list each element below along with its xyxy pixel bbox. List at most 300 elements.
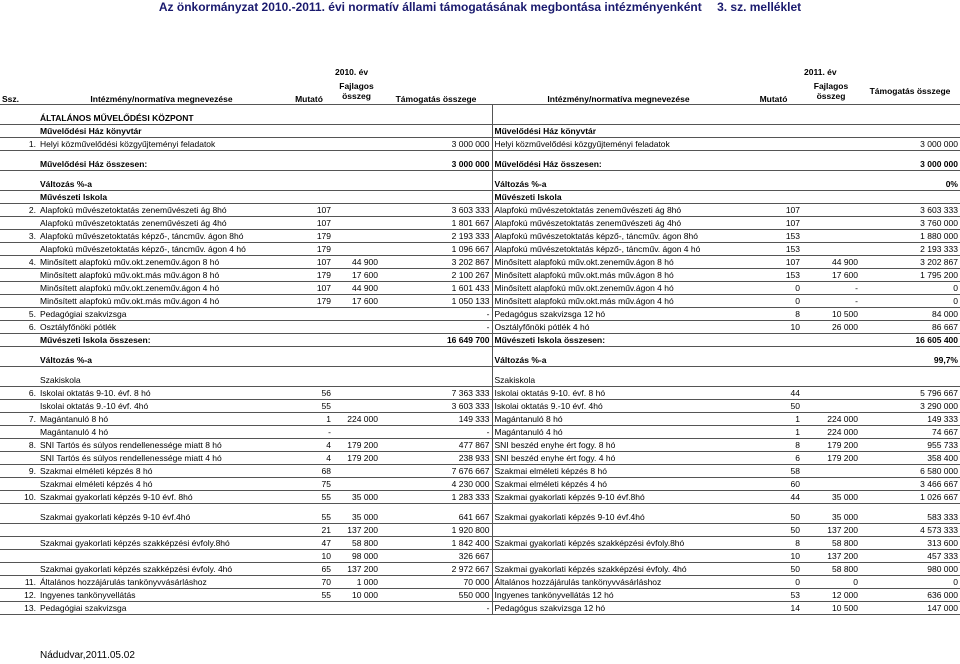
ssz-cell xyxy=(0,151,38,159)
fajlagos1-cell xyxy=(333,243,380,256)
mutato1-cell: 107 xyxy=(285,282,333,295)
col-tamogatas1: Támogatás összege xyxy=(380,78,492,105)
tamogatas1-cell: 2 972 667 xyxy=(380,563,492,576)
mutato2-cell xyxy=(745,171,802,179)
table-row xyxy=(0,374,960,387)
mutato1-cell: 179 xyxy=(285,269,333,282)
table-row xyxy=(0,178,960,191)
mutato1-cell: 179 xyxy=(285,295,333,308)
mutato1-cell xyxy=(285,347,333,355)
col-fajlagos1: Fajlagos összeg xyxy=(333,78,380,105)
tamogatas2-cell: 3 000 000 xyxy=(860,158,960,171)
mutato2-cell: 50 xyxy=(745,524,802,537)
tamogatas1-cell xyxy=(380,171,492,179)
tamogatas2-cell xyxy=(860,171,960,179)
fajlagos2-cell: 137 200 xyxy=(802,524,860,537)
table-row xyxy=(0,230,960,243)
mutato2-cell: 50 xyxy=(745,563,802,576)
fajlagos2-cell: 17 600 xyxy=(802,269,860,282)
table-row xyxy=(0,204,960,217)
name1-cell: Művészeti Iskola xyxy=(38,191,285,204)
ssz-cell: 13. xyxy=(0,602,38,615)
name2-cell: Alapfokú művészetoktatás zeneművészeti ág 8hó xyxy=(492,204,745,217)
ssz-cell: 5. xyxy=(0,308,38,321)
ssz-cell xyxy=(0,112,38,125)
tamogatas2-cell: 0 xyxy=(860,282,960,295)
tamogatas1-cell xyxy=(380,374,492,387)
tamogatas1-cell: 1 801 667 xyxy=(380,217,492,230)
tamogatas1-cell xyxy=(380,367,492,375)
mutato1-cell: 55 xyxy=(285,589,333,602)
tamogatas2-cell: 0% xyxy=(860,178,960,191)
mutato2-cell xyxy=(745,178,802,191)
fajlagos2-cell xyxy=(802,374,860,387)
name1-cell: Pedagógiai szakvizsga xyxy=(38,602,285,615)
ssz-cell xyxy=(0,269,38,282)
mutato1-cell xyxy=(285,138,333,151)
ssz-cell xyxy=(0,511,38,524)
tamogatas2-cell: 74 667 xyxy=(860,426,960,439)
fajlagos2-cell: - xyxy=(802,295,860,308)
fajlagos2-cell: 10 500 xyxy=(802,602,860,615)
ssz-cell: 3. xyxy=(0,230,38,243)
ssz-cell xyxy=(0,295,38,308)
name1-cell: Magántanuló 4 hó xyxy=(38,426,285,439)
fajlagos2-cell: 0 xyxy=(802,576,860,589)
tamogatas1-cell: 4 230 000 xyxy=(380,478,492,491)
ssz-cell: 8. xyxy=(0,439,38,452)
table-row xyxy=(0,511,960,524)
fajlagos1-cell xyxy=(333,125,380,138)
tamogatas1-cell: 238 933 xyxy=(380,452,492,465)
mutato1-cell: 10 xyxy=(285,550,333,563)
mutato2-cell xyxy=(745,158,802,171)
fajlagos2-cell: 35 000 xyxy=(802,511,860,524)
ssz-cell xyxy=(0,478,38,491)
table-row xyxy=(0,125,960,138)
table-row xyxy=(0,387,960,400)
fajlagos2-cell: 58 800 xyxy=(802,537,860,550)
tamogatas1-cell: - xyxy=(380,321,492,334)
table-row xyxy=(0,478,960,491)
name1-cell: Művelődési Ház összesen: xyxy=(38,158,285,171)
fajlagos1-cell xyxy=(333,151,380,159)
name2-cell xyxy=(492,504,745,512)
name2-cell: Szakmai gyakorlati képzés szakképzési évfoly.8hó xyxy=(492,537,745,550)
tamogatas2-cell: 3 760 000 xyxy=(860,217,960,230)
ssz-cell: 6. xyxy=(0,387,38,400)
tamogatas2-cell: 149 333 xyxy=(860,413,960,426)
name1-cell: Szakiskola xyxy=(38,374,285,387)
mutato1-cell: 47 xyxy=(285,537,333,550)
name1-cell: Minősített alapfokú műv.okt.más műv.ágon 4 hó xyxy=(38,295,285,308)
ssz-cell xyxy=(0,374,38,387)
mutato1-cell: 55 xyxy=(285,491,333,504)
fajlagos2-cell xyxy=(802,230,860,243)
fajlagos2-cell: 12 000 xyxy=(802,589,860,602)
tamogatas2-cell xyxy=(860,125,960,138)
ssz-cell xyxy=(0,452,38,465)
mutato1-cell: 107 xyxy=(285,217,333,230)
table-row xyxy=(0,426,960,439)
name1-cell: Magántanuló 8 hó xyxy=(38,413,285,426)
table-row xyxy=(0,439,960,452)
tamogatas2-cell: 86 667 xyxy=(860,321,960,334)
name1-cell: Alapfokú művészetoktatás képző-, táncműv. ágon 8hó xyxy=(38,230,285,243)
tamogatas2-cell xyxy=(860,112,960,125)
mutato1-cell: 4 xyxy=(285,439,333,452)
tamogatas1-cell: 3 603 333 xyxy=(380,204,492,217)
tamogatas2-cell xyxy=(860,347,960,355)
tamogatas2-cell xyxy=(860,374,960,387)
name1-cell xyxy=(38,105,285,113)
mutato2-cell: 58 xyxy=(745,465,802,478)
tamogatas1-cell: 2 193 333 xyxy=(380,230,492,243)
fajlagos2-cell xyxy=(802,191,860,204)
table-row xyxy=(0,400,960,413)
ssz-cell: 12. xyxy=(0,589,38,602)
ssz-cell: 1. xyxy=(0,138,38,151)
name2-cell: Minősített alapfokú műv.okt.más műv.ágon 8 hó xyxy=(492,269,745,282)
name2-cell: SNI beszéd enyhe ért fogy. 4 hó xyxy=(492,452,745,465)
mutato1-cell: 179 xyxy=(285,230,333,243)
col-fajlagos2: Fajlagos összeg xyxy=(802,78,860,105)
fajlagos2-cell xyxy=(802,478,860,491)
col-mutato1: Mutató xyxy=(285,78,333,105)
spacer-row xyxy=(0,105,960,113)
name2-cell: Szakmai elméleti képzés 4 hó xyxy=(492,478,745,491)
mutato1-cell xyxy=(285,151,333,159)
tamogatas1-cell: 1 050 133 xyxy=(380,295,492,308)
name1-cell: Szakmai elméleti képzés 4 hó xyxy=(38,478,285,491)
table-row xyxy=(0,491,960,504)
tamogatas2-cell: 99,7% xyxy=(860,354,960,367)
name2-cell xyxy=(492,347,745,355)
table-row xyxy=(0,589,960,602)
tamogatas2-cell: 583 333 xyxy=(860,511,960,524)
mutato2-cell: 10 xyxy=(745,550,802,563)
table-row xyxy=(0,452,960,465)
name2-cell: Alapfokú művészetoktatás zeneművészeti ág 4hó xyxy=(492,217,745,230)
name2-cell: Alapfokú művészetoktatás képző-, táncműv. ágon 4 hó xyxy=(492,243,745,256)
tamogatas1-cell xyxy=(380,105,492,113)
name1-cell: Ingyenes tankönyvellátás xyxy=(38,589,285,602)
table-row xyxy=(0,191,960,204)
col-name1: Intézmény/normatíva megnevezése xyxy=(38,78,285,105)
tamogatas1-cell: 326 667 xyxy=(380,550,492,563)
mutato2-cell: 1 xyxy=(745,413,802,426)
tamogatas2-cell xyxy=(860,191,960,204)
fajlagos1-cell xyxy=(333,308,380,321)
fajlagos1-cell xyxy=(333,158,380,171)
tamogatas1-cell: 3 202 867 xyxy=(380,256,492,269)
table-row xyxy=(0,269,960,282)
name2-cell: Szakmai gyakorlati képzés 9-10 évf.4hó xyxy=(492,511,745,524)
mutato1-cell xyxy=(285,354,333,367)
fajlagos1-cell xyxy=(333,112,380,125)
ssz-cell xyxy=(0,347,38,355)
tamogatas2-cell xyxy=(860,151,960,159)
fajlagos1-cell xyxy=(333,478,380,491)
mutato2-cell xyxy=(745,367,802,375)
tamogatas2-cell: 2 193 333 xyxy=(860,243,960,256)
mutato1-cell: - xyxy=(285,426,333,439)
table-row xyxy=(0,354,960,367)
name1-cell: Szakmai elméleti képzés 8 hó xyxy=(38,465,285,478)
name1-cell: Szakmai gyakorlati képzés 9-10 évf. 8hó xyxy=(38,491,285,504)
name2-cell: Szakiskola xyxy=(492,374,745,387)
name1-cell xyxy=(38,367,285,375)
ssz-cell xyxy=(0,550,38,563)
fajlagos2-cell xyxy=(802,367,860,375)
mutato2-cell xyxy=(745,151,802,159)
spacer-row xyxy=(0,151,960,159)
name2-cell: Pedagógus szakvizsga 12 hó xyxy=(492,602,745,615)
tamogatas2-cell: 1 026 667 xyxy=(860,491,960,504)
mutato1-cell xyxy=(285,171,333,179)
ssz-cell xyxy=(0,334,38,347)
name1-cell: Szakmai gyakorlati képzés 9-10 évf.4hó xyxy=(38,511,285,524)
year2-label: 2011. év xyxy=(804,67,837,77)
mutato2-cell: 53 xyxy=(745,589,802,602)
ssz-cell xyxy=(0,217,38,230)
mutato1-cell: 21 xyxy=(285,524,333,537)
table-row xyxy=(0,550,960,563)
tamogatas1-cell: 70 000 xyxy=(380,576,492,589)
tamogatas1-cell xyxy=(380,112,492,125)
fajlagos1-cell: 179 200 xyxy=(333,439,380,452)
table-row xyxy=(0,158,960,171)
fajlagos1-cell xyxy=(333,230,380,243)
fajlagos1-cell xyxy=(333,178,380,191)
table-row xyxy=(0,243,960,256)
mutato2-cell: 6 xyxy=(745,452,802,465)
page-title xyxy=(0,0,960,14)
name2-cell: Minősített alapfokú műv.okt.zeneműv.ágon 4 hó xyxy=(492,282,745,295)
mutato2-cell: 0 xyxy=(745,282,802,295)
table-row xyxy=(0,138,960,151)
mutato2-cell xyxy=(745,334,802,347)
year1-label: 2010. év xyxy=(335,67,369,77)
ssz-cell: 2. xyxy=(0,204,38,217)
mutato1-cell xyxy=(285,321,333,334)
fajlagos2-cell: 35 000 xyxy=(802,491,860,504)
tamogatas2-cell: 3 603 333 xyxy=(860,204,960,217)
subsidy-table xyxy=(0,67,960,615)
ssz-cell: 11. xyxy=(0,576,38,589)
tamogatas2-cell: 3 202 867 xyxy=(860,256,960,269)
mutato1-cell xyxy=(285,367,333,375)
mutato1-cell: 68 xyxy=(285,465,333,478)
mutato2-cell: 0 xyxy=(745,576,802,589)
mutato2-cell: 14 xyxy=(745,602,802,615)
mutato2-cell xyxy=(745,504,802,512)
ssz-cell: 10. xyxy=(0,491,38,504)
fajlagos1-cell: 137 200 xyxy=(333,524,380,537)
name1-cell: Művelődési Ház könyvtár xyxy=(38,125,285,138)
fajlagos1-cell: 98 000 xyxy=(333,550,380,563)
mutato1-cell xyxy=(285,334,333,347)
mutato1-cell: 56 xyxy=(285,387,333,400)
tamogatas1-cell: - xyxy=(380,308,492,321)
fajlagos1-cell: 17 600 xyxy=(333,295,380,308)
name1-cell xyxy=(38,504,285,512)
mutato2-cell xyxy=(745,191,802,204)
table-row xyxy=(0,413,960,426)
mutato1-cell xyxy=(285,105,333,113)
fajlagos2-cell xyxy=(802,204,860,217)
fajlagos2-cell xyxy=(802,138,860,151)
mutato2-cell: 8 xyxy=(745,537,802,550)
fajlagos1-cell: 17 600 xyxy=(333,269,380,282)
fajlagos1-cell xyxy=(333,602,380,615)
name2-cell: Osztályfőnöki pótlék 4 hó xyxy=(492,321,745,334)
tamogatas1-cell xyxy=(380,125,492,138)
fajlagos1-cell xyxy=(333,367,380,375)
ssz-cell xyxy=(0,400,38,413)
tamogatas2-cell: 636 000 xyxy=(860,589,960,602)
mutato2-cell: 50 xyxy=(745,511,802,524)
ssz-cell xyxy=(0,367,38,375)
ssz-cell xyxy=(0,354,38,367)
tamogatas1-cell: 1 283 333 xyxy=(380,491,492,504)
tamogatas1-cell: 149 333 xyxy=(380,413,492,426)
fajlagos2-cell: 137 200 xyxy=(802,550,860,563)
tamogatas2-cell: 358 400 xyxy=(860,452,960,465)
mutato1-cell: 107 xyxy=(285,256,333,269)
tamogatas1-cell: 3 000 000 xyxy=(380,158,492,171)
table-row xyxy=(0,576,960,589)
name1-cell: Változás %-a xyxy=(38,178,285,191)
fajlagos1-cell xyxy=(333,354,380,367)
ssz-cell xyxy=(0,537,38,550)
tamogatas1-cell: 1 601 433 xyxy=(380,282,492,295)
fajlagos2-cell xyxy=(802,158,860,171)
fajlagos2-cell xyxy=(802,243,860,256)
tamogatas1-cell: 641 667 xyxy=(380,511,492,524)
fajlagos1-cell xyxy=(333,105,380,113)
name2-cell: Művelődési Ház összesen: xyxy=(492,158,745,171)
mutato1-cell: 1 xyxy=(285,413,333,426)
name1-cell: Alapfokú művészetoktatás képző-, táncműv. ágon 4 hó xyxy=(38,243,285,256)
fajlagos2-cell xyxy=(802,178,860,191)
tamogatas2-cell: 313 600 xyxy=(860,537,960,550)
name1-cell: Pedagógiai szakvizsga xyxy=(38,308,285,321)
fajlagos2-cell xyxy=(802,354,860,367)
name2-cell: Magántanuló 4 hó xyxy=(492,426,745,439)
ssz-cell xyxy=(0,282,38,295)
ssz-cell xyxy=(0,524,38,537)
fajlagos1-cell: 44 900 xyxy=(333,282,380,295)
tamogatas1-cell: 3 603 333 xyxy=(380,400,492,413)
fajlagos2-cell xyxy=(802,504,860,512)
tamogatas2-cell: 457 333 xyxy=(860,550,960,563)
fajlagos1-cell: 58 800 xyxy=(333,537,380,550)
mutato1-cell xyxy=(285,308,333,321)
ssz-cell: 4. xyxy=(0,256,38,269)
name1-cell: Minősített alapfokú műv.okt.zeneműv.ágon 8 hó xyxy=(38,256,285,269)
fajlagos2-cell xyxy=(802,112,860,125)
fajlagos1-cell xyxy=(333,334,380,347)
fajlagos2-cell xyxy=(802,387,860,400)
name1-cell xyxy=(38,347,285,355)
mutato2-cell: 10 xyxy=(745,321,802,334)
sheet-number: 3. sz. melléklet xyxy=(717,0,802,14)
mutato2-cell xyxy=(745,125,802,138)
name1-cell: Iskolai oktatás 9-10. évf. 8 hó xyxy=(38,387,285,400)
name1-cell xyxy=(38,550,285,563)
tamogatas2-cell: 5 796 667 xyxy=(860,387,960,400)
tamogatas1-cell: 550 000 xyxy=(380,589,492,602)
fajlagos2-cell: 224 000 xyxy=(802,413,860,426)
name2-cell xyxy=(492,171,745,179)
year-header-row xyxy=(0,67,960,78)
tamogatas1-cell xyxy=(380,151,492,159)
ssz-cell xyxy=(0,105,38,113)
spacer-row xyxy=(0,367,960,375)
ssz-cell xyxy=(0,243,38,256)
mutato1-cell: 75 xyxy=(285,478,333,491)
mutato1-cell: 55 xyxy=(285,400,333,413)
tamogatas1-cell: 2 100 267 xyxy=(380,269,492,282)
mutato2-cell: 8 xyxy=(745,439,802,452)
mutato2-cell: 0 xyxy=(745,295,802,308)
tamogatas1-cell: 7 676 667 xyxy=(380,465,492,478)
fajlagos1-cell xyxy=(333,426,380,439)
fajlagos1-cell: 179 200 xyxy=(333,452,380,465)
tamogatas2-cell: 16 605 400 xyxy=(860,334,960,347)
name2-cell xyxy=(492,105,745,113)
col-ssz: Ssz. xyxy=(0,78,38,105)
fajlagos2-cell: 58 800 xyxy=(802,563,860,576)
mutato2-cell: 153 xyxy=(745,243,802,256)
name1-cell xyxy=(38,524,285,537)
table-row xyxy=(0,295,960,308)
name2-cell: Helyi közművelődési közgyűjteményi feladatok xyxy=(492,138,745,151)
fajlagos1-cell xyxy=(333,321,380,334)
ssz-cell xyxy=(0,178,38,191)
fajlagos1-cell xyxy=(333,347,380,355)
spacer-row xyxy=(0,171,960,179)
mutato2-cell: 153 xyxy=(745,230,802,243)
name1-cell: Minősített alapfokú műv.okt.zeneműv.ágon 4 hó xyxy=(38,282,285,295)
fajlagos1-cell: 35 000 xyxy=(333,491,380,504)
col-name2: Intézmény/normatíva megnevezése xyxy=(492,78,745,105)
fajlagos1-cell: 224 000 xyxy=(333,413,380,426)
name2-cell xyxy=(492,550,745,563)
mutato1-cell xyxy=(285,125,333,138)
name1-cell: Alapfokú művészetoktatás zeneművészeti ág 4hó xyxy=(38,217,285,230)
table-row xyxy=(0,537,960,550)
fajlagos1-cell: 35 000 xyxy=(333,511,380,524)
name1-cell: Osztályfőnöki pótlék xyxy=(38,321,285,334)
tamogatas1-cell xyxy=(380,347,492,355)
mutato2-cell: 44 xyxy=(745,491,802,504)
tamogatas1-cell: 16 649 700 xyxy=(380,334,492,347)
fajlagos1-cell xyxy=(333,504,380,512)
spacer-row xyxy=(0,504,960,512)
tamogatas2-cell: 0 xyxy=(860,295,960,308)
tamogatas1-cell: 7 363 333 xyxy=(380,387,492,400)
tamogatas1-cell: - xyxy=(380,426,492,439)
mutato1-cell: 4 xyxy=(285,452,333,465)
fajlagos1-cell xyxy=(333,171,380,179)
table-row xyxy=(0,602,960,615)
fajlagos2-cell: 179 200 xyxy=(802,452,860,465)
table-row xyxy=(0,308,960,321)
name2-cell: Iskolai oktatás 9.-10 évf. 4hó xyxy=(492,400,745,413)
mutato2-cell: 107 xyxy=(745,217,802,230)
